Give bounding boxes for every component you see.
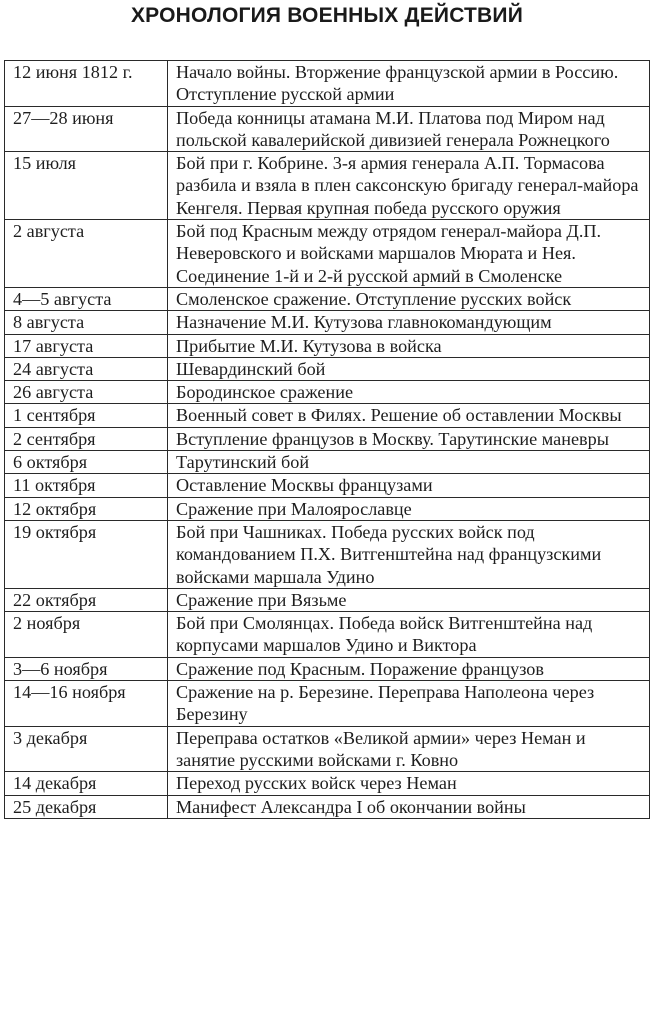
date-cell: 12 октября xyxy=(5,497,168,520)
table-row xyxy=(5,681,650,727)
date-cell: 15 июля xyxy=(5,152,168,220)
table-row xyxy=(5,287,650,310)
event-cell: Бой при г. Кобрине. 3-я армия генерала А.П. Тормасова разбила и взяла в плен саксонскую бригаду генерал-майора Кенгеля. Первая крупная победа русского оружия xyxy=(168,152,650,220)
date-cell: 17 августа xyxy=(5,334,168,357)
date-cell: 11 октября xyxy=(5,474,168,497)
page-title: ХРОНОЛОГИЯ ВОЕННЫХ ДЕЙСТВИЙ xyxy=(130,4,524,27)
event-cell: Прибытие М.И. Кутузова в войска xyxy=(168,334,650,357)
date-cell: 6 октября xyxy=(5,451,168,474)
event-cell: Начало войны. Вторжение французской армии в Россию. Отступление русской армии xyxy=(168,61,650,107)
date-cell: 3 декабря xyxy=(5,726,168,772)
table-row xyxy=(5,588,650,611)
table-row xyxy=(5,726,650,772)
table-row xyxy=(5,381,650,404)
event-cell: Тарутинский бой xyxy=(168,451,650,474)
date-cell: 27—28 июня xyxy=(5,106,168,152)
table-row xyxy=(5,657,650,680)
event-cell: Сражение под Красным. Поражение французов xyxy=(168,657,650,680)
date-cell: 14 декабря xyxy=(5,772,168,795)
chronology-table-body xyxy=(5,61,650,819)
table-row xyxy=(5,311,650,334)
table-row xyxy=(5,772,650,795)
table-row xyxy=(5,474,650,497)
event-cell: Победа конницы атамана М.И. Платова под Миром над польской кавалерийской дивизией генерала Рожнецкого xyxy=(168,106,650,152)
table-row xyxy=(5,357,650,380)
event-cell: Манифест Александра I об окончании войны xyxy=(168,795,650,818)
date-cell: 22 октября xyxy=(5,588,168,611)
table-row xyxy=(5,520,650,588)
date-cell: 4—5 августа xyxy=(5,287,168,310)
date-cell: 3—6 ноября xyxy=(5,657,168,680)
date-cell: 14—16 ноября xyxy=(5,681,168,727)
event-cell: Сражение при Малоярославце xyxy=(168,497,650,520)
table-row xyxy=(5,451,650,474)
event-cell: Военный совет в Филях. Решение об оставлении Москвы xyxy=(168,404,650,427)
table-row xyxy=(5,795,650,818)
event-cell: Смоленское сражение. Отступление русских войск xyxy=(168,287,650,310)
event-cell: Переправа остатков «Великой армии» через Неман и занятие русскими войсками г. Ковно xyxy=(168,726,650,772)
table-row xyxy=(5,152,650,220)
date-cell: 19 октября xyxy=(5,520,168,588)
table-row xyxy=(5,427,650,450)
table-row xyxy=(5,404,650,427)
date-cell: 25 декабря xyxy=(5,795,168,818)
event-cell: Бородинское сражение xyxy=(168,381,650,404)
chronology-table xyxy=(4,60,650,819)
date-cell: 12 июня 1812 г. xyxy=(5,61,168,107)
event-cell: Вступление французов в Москву. Тарутинские маневры xyxy=(168,427,650,450)
event-cell: Оставление Москвы французами xyxy=(168,474,650,497)
event-cell: Сражение при Вязьме xyxy=(168,588,650,611)
table-row xyxy=(5,497,650,520)
date-cell: 24 августа xyxy=(5,357,168,380)
table-row xyxy=(5,61,650,107)
date-cell: 2 августа xyxy=(5,220,168,288)
table-row xyxy=(5,612,650,658)
event-cell: Бой при Смолянцах. Победа войск Витгенштейна над корпусами маршалов Удино и Виктора xyxy=(168,612,650,658)
date-cell: 26 августа xyxy=(5,381,168,404)
table-row xyxy=(5,220,650,288)
date-cell: 8 августа xyxy=(5,311,168,334)
date-cell: 2 сентября xyxy=(5,427,168,450)
event-cell: Переход русских войск через Неман xyxy=(168,772,650,795)
date-cell: 2 ноября xyxy=(5,612,168,658)
event-cell: Бой при Чашниках. Победа русских войск под командованием П.Х. Витгенштейна над французскими войсками маршала Удино xyxy=(168,520,650,588)
event-cell: Назначение М.И. Кутузова главнокомандующим xyxy=(168,311,650,334)
table-row xyxy=(5,106,650,152)
table-row xyxy=(5,334,650,357)
event-cell: Шевардинский бой xyxy=(168,357,650,380)
date-cell: 1 сентября xyxy=(5,404,168,427)
event-cell: Бой под Красным между отрядом генерал-майора Д.П. Неверовского и войсками маршалов Мюрата и Нея. Соединение 1-й и 2-й русской армий в Смоленске xyxy=(168,220,650,288)
event-cell: Сражение на р. Березине. Переправа Наполеона через Березину xyxy=(168,681,650,727)
